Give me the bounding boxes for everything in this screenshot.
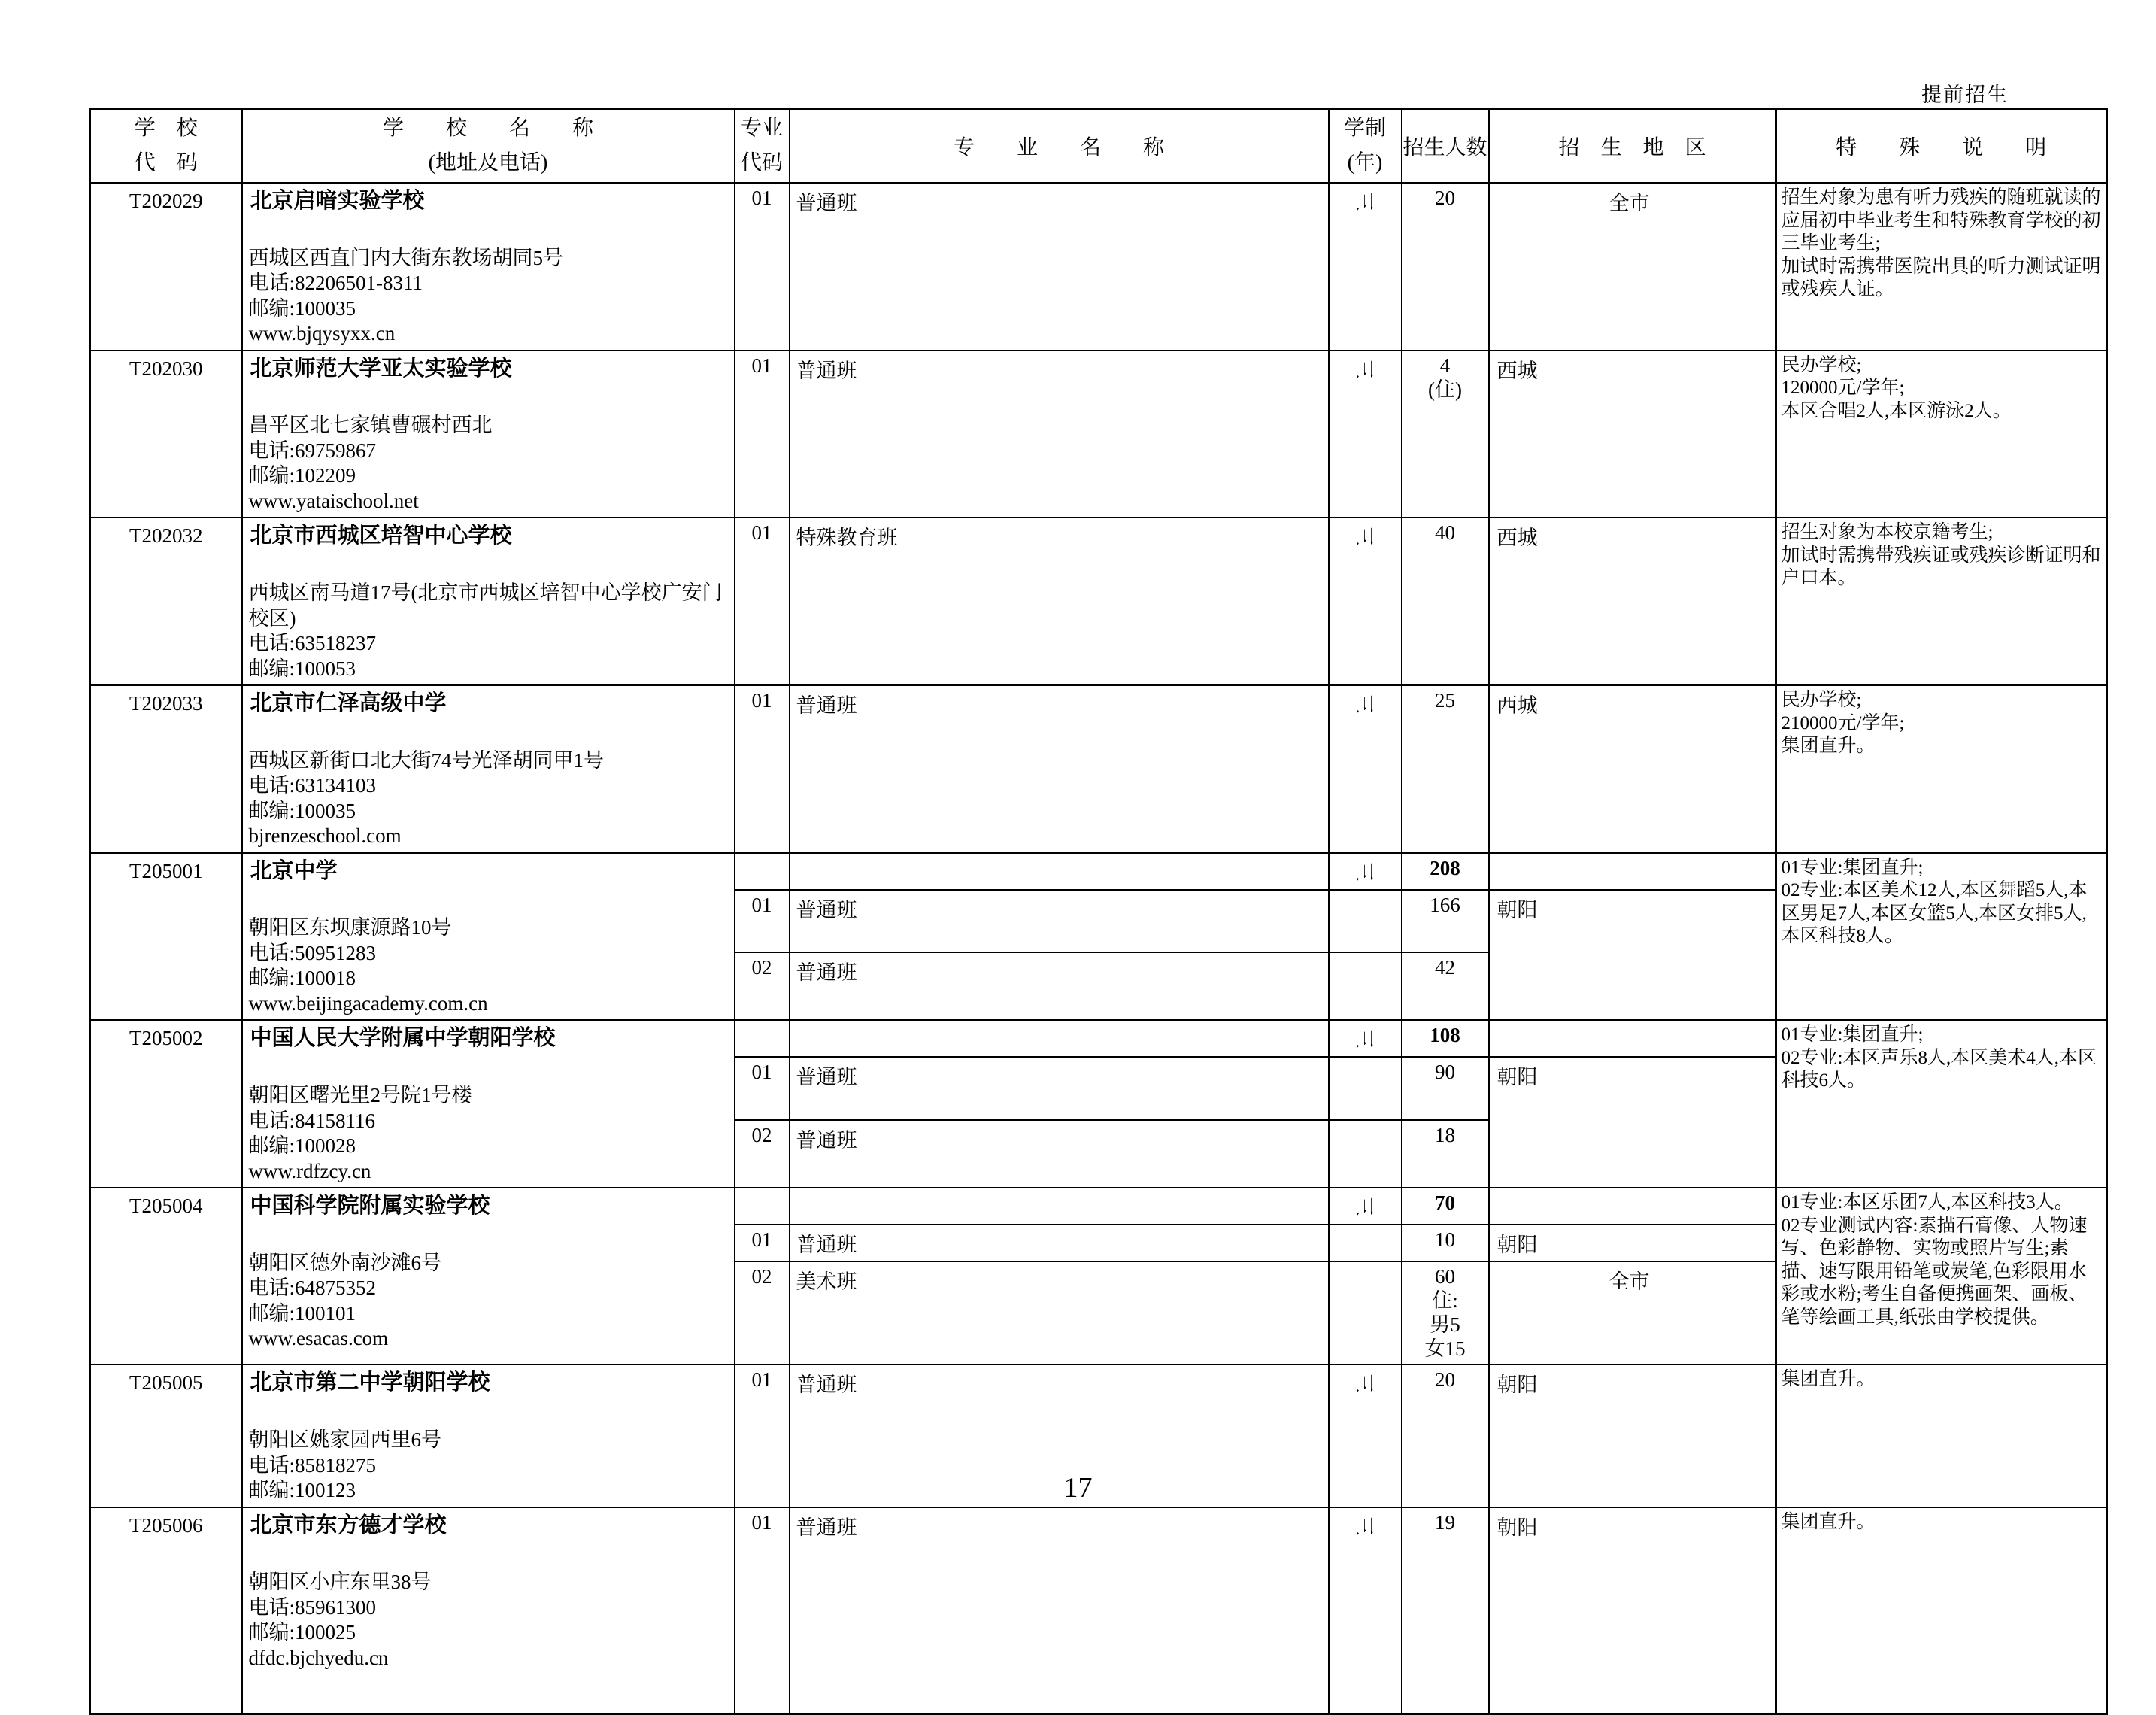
special-note-line: 集团直升。	[1781, 736, 1876, 757]
school-address-line: 电话:85818275	[248, 1453, 377, 1477]
school-address-line: 邮编:100025	[248, 1621, 356, 1644]
school-address-line: bjrenzeschool.com	[248, 824, 402, 848]
special-note-line: 02专业:本区声乐8人,本区美术4人,本区科技6人。	[1781, 1047, 2097, 1091]
special-note-line: 02专业:本区美术12人,本区舞蹈5人,本区男足7人,本区女篮5人,本区女排5人,本区科技8人。	[1781, 880, 2088, 947]
header-duration-line1: 学制	[1343, 117, 1386, 140]
duration-value: 三	[1351, 358, 1375, 379]
school-code-cell: T205001	[90, 853, 242, 1021]
special-notes-cell	[1776, 518, 2107, 685]
header-school-code-line2: 代 码	[134, 151, 198, 175]
enrollment-total-cell: 70	[1402, 1188, 1489, 1225]
school-name: 北京中学	[250, 858, 338, 883]
enrollment-cell	[1402, 1057, 1489, 1120]
major-code-cell	[735, 853, 790, 890]
enrollment-line: 男5	[1430, 1313, 1460, 1336]
school-name: 北京市仁泽高级中学	[250, 691, 447, 716]
school-address	[249, 246, 728, 347]
school-address-line: 邮编:100018	[248, 967, 356, 990]
school-address-line: 电话:63518237	[248, 632, 377, 655]
major-name-cell: 普通班	[790, 1120, 1329, 1188]
school-address-line: 朝阳区东坝康源路10号	[248, 916, 452, 939]
major-name-cell: 普通班	[790, 183, 1329, 351]
school-address-line: 邮编:100028	[248, 1134, 356, 1158]
enrollment-cell	[1402, 685, 1489, 853]
major-code-cell: 01	[735, 685, 790, 853]
school-code-cell: T205002	[90, 1020, 242, 1188]
major-code-cell	[735, 1188, 790, 1225]
enrollment-cell	[1402, 1120, 1489, 1188]
major-name-cell	[790, 1020, 1329, 1057]
table-row	[90, 351, 2107, 518]
major-name-cell: 普通班	[790, 890, 1329, 953]
major-name-cell: 普通班	[790, 1057, 1329, 1120]
school-address-line: 朝阳区小庄东里38号	[248, 1571, 432, 1594]
table-row	[90, 183, 2107, 351]
school-info-cell	[242, 685, 735, 853]
special-note-line: 加试时需携带残疾证或残疾诊断证明和户口本。	[1781, 545, 2101, 589]
major-code-cell: 01	[735, 890, 790, 953]
duration-value: 三	[1351, 1373, 1375, 1394]
major-code-cell: 01	[735, 518, 790, 685]
special-note-line: 01专业:本区乐团7人,本区科技3人。	[1781, 1192, 2073, 1213]
special-note-line: 01专业:集团直升;	[1781, 1024, 1924, 1046]
header-enrollment: 招生人数	[1402, 109, 1489, 184]
enrollment-line: 18	[1435, 1124, 1455, 1147]
area-cell	[1489, 1188, 1776, 1225]
school-info-cell	[242, 351, 735, 518]
major-code-cell: 01	[735, 1225, 790, 1261]
enrollment-line: 20	[1435, 1368, 1455, 1392]
school-address	[249, 581, 728, 681]
school-name: 北京市东方德才学校	[250, 1513, 447, 1537]
special-note-line: 01专业:集团直升;	[1781, 857, 1924, 878]
school-address-line: dfdc.bjchyedu.cn	[248, 1646, 389, 1669]
major-code-cell: 01	[735, 1507, 790, 1714]
enrollment-line: 4	[1439, 354, 1451, 377]
header-major-name: 专 业 名 称	[790, 109, 1329, 184]
special-note-line: 集团直升。	[1781, 1511, 1876, 1532]
duration-cell	[1329, 1020, 1402, 1057]
school-info-cell	[242, 853, 735, 1021]
enrollment-cell	[1402, 518, 1489, 685]
special-note-line: 招生对象为患有听力残疾的随班就读的应届初中毕业考生和特殊教育学校的初三毕业考生;	[1781, 187, 2101, 253]
school-code-cell: T202029	[90, 183, 242, 351]
school-info-cell	[242, 1188, 735, 1364]
table-row	[90, 685, 2107, 853]
school-code-cell: T202032	[90, 518, 242, 685]
header-major-code-line1: 专业	[740, 117, 783, 140]
school-address-line: 朝阳区德外南沙滩6号	[248, 1251, 441, 1274]
enrollment-line: 女15	[1424, 1337, 1466, 1360]
special-notes-cell	[1776, 685, 2107, 853]
school-address-line: 电话:69759867	[248, 439, 377, 462]
special-note-line: 民办学校;	[1781, 354, 1862, 375]
major-name-cell: 普通班	[790, 952, 1329, 1020]
major-name-cell: 普通班	[790, 1507, 1329, 1714]
duration-value: 三	[1351, 694, 1375, 715]
school-address-line: www.esacas.com	[248, 1327, 389, 1350]
enrollment-line: (住)	[1428, 378, 1462, 401]
major-code-cell: 01	[735, 1364, 790, 1507]
enrollment-cell	[1402, 351, 1489, 518]
area-cell: 朝阳	[1489, 1364, 1776, 1507]
header-major-code-line2: 代码	[740, 151, 783, 175]
enrollment-total-cell: 208	[1402, 853, 1489, 890]
header-special: 特 殊 说 明	[1776, 109, 2107, 184]
school-info-cell	[242, 1020, 735, 1188]
enrollment-total-cell: 108	[1402, 1020, 1489, 1057]
major-name-cell: 普通班	[790, 685, 1329, 853]
school-address-line: 邮编:102209	[248, 464, 356, 487]
table-row	[90, 518, 2107, 685]
school-address	[249, 1251, 728, 1352]
header-school-code-line1: 学 校	[134, 117, 198, 140]
major-name-cell: 特殊教育班	[790, 518, 1329, 685]
enrollment-line: 166	[1430, 893, 1460, 916]
school-address-line: www.bjqysyxx.cn	[248, 322, 396, 345]
major-code-cell: 02	[735, 1261, 790, 1364]
duration-value: 三	[1351, 1028, 1375, 1049]
area-cell	[1489, 853, 1776, 890]
header-school-name-line1: 学 校 名 称	[382, 117, 593, 140]
enrollment-line: 住:	[1432, 1289, 1458, 1312]
enrollment-line: 90	[1435, 1061, 1455, 1084]
area-cell	[1489, 1020, 1776, 1057]
table-header-row	[90, 109, 2107, 184]
duration-cell	[1329, 518, 1402, 685]
duration-cell	[1329, 952, 1402, 1020]
duration-cell	[1329, 685, 1402, 853]
area-cell: 朝阳	[1489, 1507, 1776, 1714]
special-notes-cell	[1776, 1020, 2107, 1188]
header-major-code	[735, 109, 790, 184]
school-code-cell: T202030	[90, 351, 242, 518]
school-address	[249, 1083, 728, 1184]
school-name: 北京市西城区培智中心学校	[250, 524, 512, 548]
school-name: 中国人民大学附属中学朝阳学校	[250, 1026, 556, 1051]
major-name-cell: 普通班	[790, 1225, 1329, 1261]
enrollment-cell	[1402, 1261, 1489, 1364]
duration-cell	[1329, 1507, 1402, 1714]
major-code-cell: 01	[735, 183, 790, 351]
school-address-line: 西城区西直门内大街东教场胡同5号	[248, 246, 563, 269]
school-address-line: 邮编:100035	[248, 799, 356, 822]
table-row	[90, 1188, 2107, 1225]
area-cell: 全市	[1489, 183, 1776, 351]
school-address-line: 昌平区北七家镇曹碾村西北	[248, 414, 493, 437]
header-duration-line2: (年)	[1347, 151, 1383, 175]
school-address-line: 邮编:100123	[248, 1479, 356, 1502]
special-notes-cell	[1776, 183, 2107, 351]
special-note-line: 本区合唱2人,本区游泳2人。	[1781, 400, 2012, 421]
special-notes-cell	[1776, 853, 2107, 1021]
major-code-cell: 02	[735, 1120, 790, 1188]
school-info-cell	[242, 518, 735, 685]
major-name-cell: 普通班	[790, 1364, 1329, 1507]
enrollment-cell	[1402, 183, 1489, 351]
school-address-line: 电话:84158116	[248, 1109, 375, 1132]
enrollment-cell	[1402, 890, 1489, 953]
school-name: 中国科学院附属实验学校	[250, 1194, 490, 1219]
area-cell: 西城	[1489, 685, 1776, 853]
enrollment-line: 20	[1435, 187, 1455, 209]
area-cell: 西城	[1489, 518, 1776, 685]
school-name: 北京师范大学亚太实验学校	[250, 356, 512, 381]
duration-cell	[1329, 183, 1402, 351]
school-name: 北京启喑实验学校	[250, 189, 425, 213]
duration-value: 三	[1351, 1515, 1375, 1536]
special-note-line: 招生对象为本校京籍考生;	[1781, 522, 1994, 543]
school-code-cell: T202033	[90, 685, 242, 853]
duration-cell	[1329, 1120, 1402, 1188]
major-code-cell: 01	[735, 1057, 790, 1120]
school-code-cell: T205006	[90, 1507, 242, 1714]
school-address-line: 朝阳区姚家园西里6号	[248, 1428, 441, 1452]
major-code-cell	[735, 1020, 790, 1057]
header-school-name	[242, 109, 735, 184]
special-note-line: 120000元/学年;	[1781, 378, 1905, 399]
major-name-cell	[790, 1188, 1329, 1225]
special-note-line: 加试时需携带医院出具的听力测试证明或残疾人证。	[1781, 256, 2101, 299]
table-row	[90, 1020, 2107, 1057]
major-name-cell: 普通班	[790, 351, 1329, 518]
special-notes-cell	[1776, 351, 2107, 518]
corner-label: 提前招生	[1921, 83, 2009, 106]
enrollment-line: 40	[1435, 521, 1455, 545]
area-cell: 全市	[1489, 1261, 1776, 1364]
duration-value: 三	[1351, 526, 1375, 547]
enrollment-line: 25	[1435, 689, 1455, 712]
duration-cell	[1329, 351, 1402, 518]
special-note-line: 210000元/学年;	[1781, 712, 1905, 733]
school-address-line: 邮编:100053	[248, 657, 356, 680]
major-code-cell: 02	[735, 952, 790, 1020]
header-duration	[1329, 109, 1402, 184]
area-cell: 朝阳	[1489, 1057, 1776, 1188]
special-note-line: 集团直升。	[1781, 1369, 1876, 1390]
school-address-line: 电话:82206501-8311	[248, 272, 423, 295]
enrollment-line: 10	[1435, 1228, 1455, 1252]
school-code-cell: T205004	[90, 1188, 242, 1364]
duration-value: 三	[1351, 191, 1375, 211]
duration-value: 三	[1351, 1196, 1375, 1217]
major-name-cell: 美术班	[790, 1261, 1329, 1364]
area-cell: 西城	[1489, 351, 1776, 518]
school-info-cell	[242, 1507, 735, 1714]
major-name-cell	[790, 853, 1329, 890]
table-row	[90, 1507, 2107, 1714]
school-address-line: 电话:63134103	[248, 774, 377, 797]
special-notes-cell	[1776, 1507, 2107, 1714]
page-number: 17	[1063, 1472, 1093, 1504]
duration-cell	[1329, 1261, 1402, 1364]
school-address	[249, 413, 728, 514]
school-address-line: www.beijingacademy.com.cn	[248, 991, 488, 1015]
duration-cell	[1329, 890, 1402, 953]
duration-value: 三	[1351, 861, 1375, 882]
special-note-line: 民办学校;	[1781, 690, 1862, 711]
special-note-line: 02专业测试内容:素描石膏像、人物速写、色彩静物、实物或照片写生;素描、速写限用铅笔或炭笔,色彩限用水彩或水粉;考生自备便携画架、画板、笔等绘画工具,纸张由学校提供。	[1781, 1215, 2088, 1328]
major-code-cell: 01	[735, 351, 790, 518]
school-address-line: 西城区新街口北大街74号光泽胡同甲1号	[248, 748, 604, 772]
school-address-line: www.rdfzcy.cn	[248, 1159, 371, 1182]
school-address-line: 邮编:100035	[248, 296, 356, 320]
header-school-name-line2: (地址及电话)	[428, 151, 548, 175]
duration-cell	[1329, 1057, 1402, 1120]
school-address	[249, 915, 728, 1016]
table-row	[90, 853, 2107, 890]
header-area: 招 生 地 区	[1489, 109, 1776, 184]
duration-cell	[1329, 853, 1402, 890]
special-notes-cell	[1776, 1188, 2107, 1364]
enrollment-cell	[1402, 952, 1489, 1020]
school-address-line: 邮编:100101	[248, 1301, 356, 1325]
school-code-cell: T205005	[90, 1364, 242, 1507]
area-cell: 朝阳	[1489, 1225, 1776, 1261]
school-address-line: 电话:50951283	[248, 941, 377, 964]
school-address-line: 西城区南马道17号(北京市西城区培智中心学校广安门校区)	[248, 581, 723, 630]
school-address-line: 朝阳区曙光里2号院1号楼	[248, 1084, 472, 1107]
enrollment-line: 60	[1435, 1265, 1455, 1289]
enrollment-line: 19	[1435, 1510, 1455, 1534]
enrollment-cell	[1402, 1507, 1489, 1714]
school-address-line: 电话:85961300	[248, 1595, 377, 1619]
school-info-cell	[242, 183, 735, 351]
enrollment-line: 42	[1435, 956, 1455, 979]
header-school-code	[90, 109, 242, 184]
enrollment-cell	[1402, 1225, 1489, 1261]
area-cell: 朝阳	[1489, 890, 1776, 1021]
school-address	[249, 748, 728, 849]
duration-cell	[1329, 1188, 1402, 1225]
duration-cell	[1329, 1225, 1402, 1261]
school-address-line: www.yataischool.net	[248, 489, 419, 512]
school-address-line: 电话:64875352	[248, 1276, 377, 1300]
school-address	[249, 1570, 728, 1671]
school-name: 北京市第二中学朝阳学校	[250, 1370, 490, 1395]
